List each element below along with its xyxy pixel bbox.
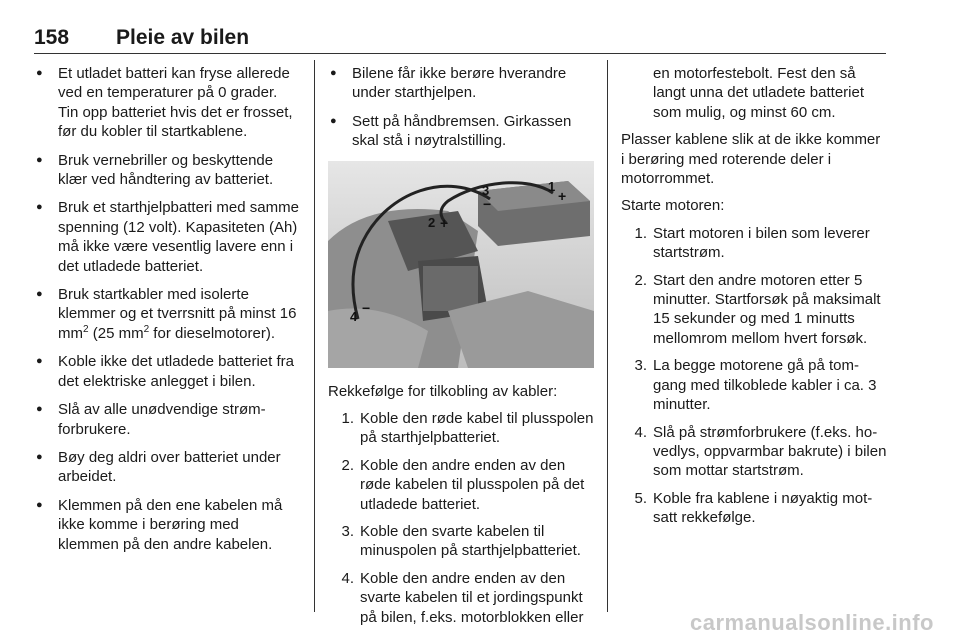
label-1: 1: [548, 178, 556, 194]
step-text: Koble den svarte kabelen til minuspolen på starthjelpbatteriet.: [360, 523, 581, 560]
step-number: 3.: [634, 357, 647, 375]
step-text: Koble den andre enden av den røde kabelen til plusspolen på det utladede batteriet.: [360, 456, 585, 513]
connection-intro: Rekkefølge for tilkobling av kabler:: [328, 382, 558, 400]
step-number: 1.: [341, 410, 354, 428]
engine-bay-drawing: [328, 161, 594, 368]
label-2: 2: [428, 214, 436, 230]
plus-symbol-2: +: [440, 214, 449, 231]
page-header: [34, 26, 886, 52]
step-text: Koble fra kablene i nøyaktig motsatt rekkefølge.: [653, 489, 873, 527]
column-3: [621, 64, 887, 536]
start-engine-heading: Starte motoren:: [621, 197, 725, 215]
column-divider-1: [314, 60, 315, 612]
bullet-item: ● Bilene får ikke berøre hverandre under starthjelpen.: [328, 64, 594, 103]
column-2: [328, 64, 594, 635]
step-number: 3.: [341, 523, 354, 541]
bullet-item: ● Bruk et starthjelpbatteri med samme spenning (12 volt). Kapasiteten (Ah) må ikke være vesentlig lavere enn i det utladede batteriet.: [34, 198, 300, 276]
header-divider: [34, 53, 886, 54]
jump-start-illustration: [328, 161, 594, 368]
label-4: 4: [350, 308, 358, 324]
bullet-item: ● Bøy deg aldri over batteriet under arbeidet.: [34, 448, 300, 487]
list-item: [621, 224, 887, 263]
minus-symbol-3: −: [483, 195, 492, 212]
list-item: [621, 271, 887, 349]
list-item: [328, 456, 594, 514]
step-text: Start den andre motoren etter 5 minutter. Startforsøk på maksimalt 15 sekunder og med 1 minutts mellomrom mellom hvert forsøk.: [653, 271, 881, 347]
page-title: Pleie av bilen: [116, 26, 250, 49]
bullet-item: ● Klemmen på den ene kabelen må ikke komme i berøring med klemmen på den andre kabelen.: [34, 496, 300, 554]
bullet-item: ● Slå av alle unødvendige strømforbrukere.: [34, 400, 300, 439]
step-text: La begge motorene gå på tomgang med tilkoblede kabler i ca. 3 minutter.: [653, 357, 877, 414]
step-number: 4.: [341, 569, 354, 587]
cable-text-a: Bruk startkabler med isolerte klemmer og et tverrsnitt på minst 16 mm: [58, 286, 297, 342]
page-number: 158: [34, 26, 70, 49]
plus-symbol-1: +: [558, 187, 567, 204]
cable-text-c: for dieselmotorer).: [149, 324, 276, 342]
label-3: 3: [482, 182, 490, 198]
step-text: Koble den andre enden av den svarte kabelen til et jordingspunkt på bilen, f.eks. motorblokken eller: [360, 569, 584, 626]
step-text: Slå på strømforbrukere (f.eks. hovedlys, oppvarmbar bakrute) i bilen som mottar startstrøm.: [653, 423, 887, 480]
list-item: [328, 409, 594, 448]
bullet-item: ● Et utladet batteri kan fryse allerede ved en temperaturer på 0 grader. Tin opp batteriet hvis det er frosset, før du kobler til startkablene.: [34, 64, 300, 142]
watermark: carmanualsonline.info: [690, 610, 934, 635]
bullet-item: ● Sett på håndbremsen. Girkassen skal stå i nøytralstilling.: [328, 112, 594, 151]
list-item: [621, 423, 887, 481]
cable-placement-text: Plasser kablene slik at de ikke kommer i berøring med roterende deler i motorrommet.: [621, 131, 881, 188]
column-divider-2: [607, 60, 608, 612]
step-4-continuation: en motorfestebolt. Fest den så langt unna det utladete batteriet som mulig, og minst 60 cm.: [653, 65, 864, 121]
list-item: [621, 356, 887, 414]
cable-sup-a: 2: [83, 323, 89, 335]
bullet-item-cable: [34, 285, 300, 343]
step-number: 1.: [634, 224, 647, 242]
engine-block: [423, 266, 478, 311]
bullet-item: ● Bruk vernebriller og beskyttende klær ved håndtering av batteriet.: [34, 151, 300, 190]
step-text: Start motoren i bilen som leverer startstrøm.: [653, 224, 870, 262]
step-number: 2.: [634, 271, 647, 289]
bullet-item: ● Koble ikke det utladede batteriet fra det elektriske anlegget i bilen.: [34, 352, 300, 391]
cable-text-b: (25 mm: [88, 324, 144, 342]
minus-symbol-4: −: [362, 299, 371, 316]
list-item: [328, 522, 594, 561]
list-item: [328, 569, 594, 627]
step-number: 4.: [634, 423, 647, 441]
column-1: [34, 64, 300, 563]
list-item: [621, 489, 887, 528]
step-number: 2.: [341, 456, 354, 474]
cable-sup-b: 2: [143, 323, 150, 335]
step-text: Koble den røde kabel til plusspolen på starthjelpbatteriet.: [360, 410, 594, 447]
step-number: 5.: [634, 489, 647, 507]
